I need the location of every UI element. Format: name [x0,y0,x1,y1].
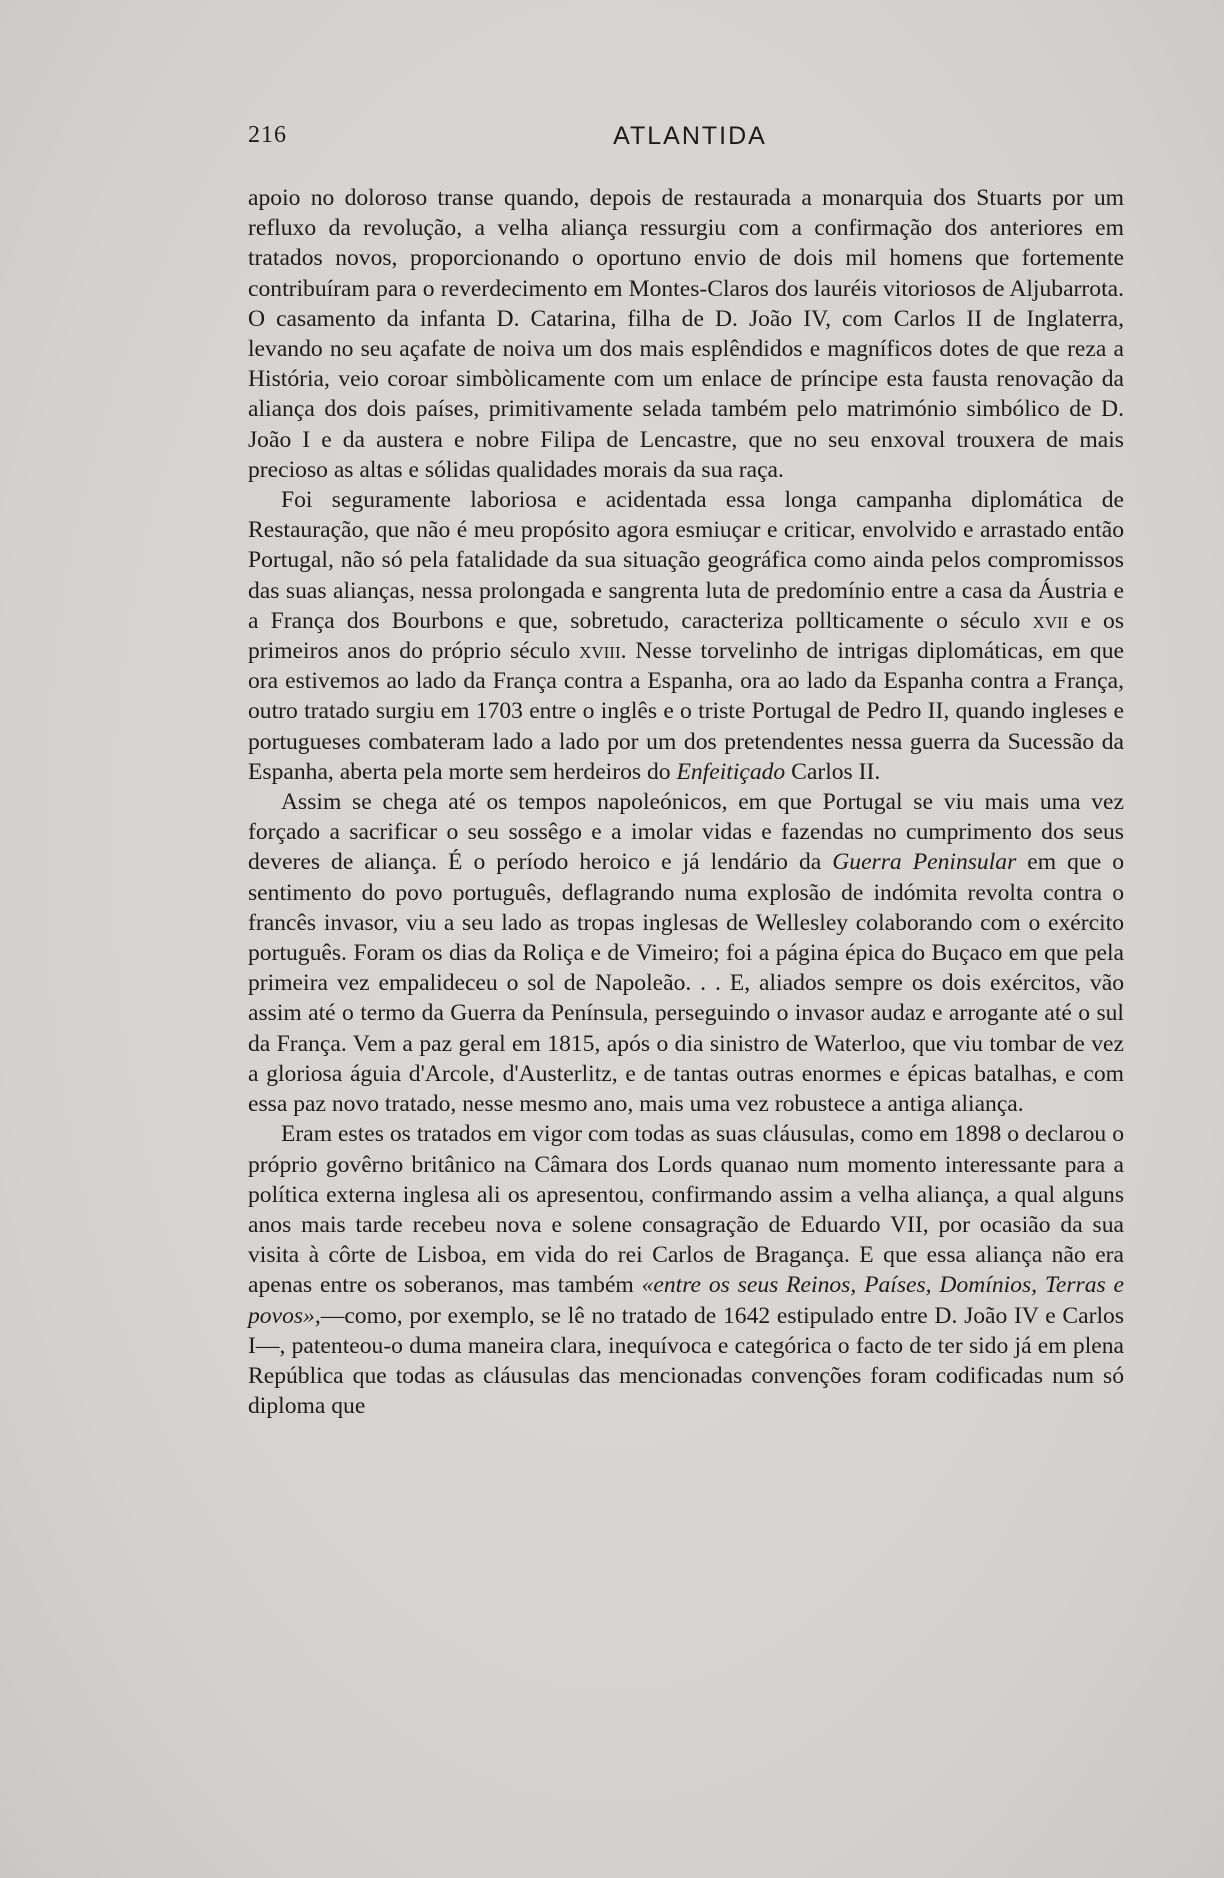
text-run: Assim se chega até os tempos napoleónicos, em que Portugal se viu mais uma vez forçado a sacrificar o seu sossêgo e a imolar vidas e fazendas no cumprimento dos seus deveres de aliança. É o período heroico e já lendário da [248,789,1124,876]
italic-phrase: «entre os seus Reinos, Países, Domínios, Terras e povos» [248,1272,1124,1329]
text-run: . Nesse torvelinho de intrigas diplomáticas, em que ora estivemos ao lado da França contra a Espanha, ora ao lado da Espanha contra a França, outro tratado surgiu em 1703 entre o inglês e o triste Portugal de Pedro II, quando ingleses e portugueses combateram lado a lado por um dos pretendentes nessa guerra da Sucessão da Espanha, aberta pela morte sem herdeiros do [248,638,1124,785]
text-run: ,—como, por exemplo, se lê no tratado de 1642 estipulado entre D. João IV e Carlos I—, patenteou-o duma maneira clara, inequívoca e categórica o facto de ter sido já em plena República que todas as cláusulas das mencionadas convenções foram codificadas num só diploma que [248,1302,1124,1420]
paragraph [248,1119,1124,1421]
italic-phrase: Enfeitiçado [676,758,786,785]
body-text [248,183,1124,1421]
roman-numeral: xviii [579,638,621,665]
paragraph [248,787,1124,1119]
text-run: Carlos II. [785,758,881,785]
text-run: apoio no doloroso transe quando, depois de restaurada a monarquia dos Stuarts por um refluxo da revolução, a velha aliança ressurgiu com a confirmação dos anteriores em tratados novos, proporcionando o oportuno envio de dois mil homens que fortemente contribuíram para o reverdecimento em Montes-Claros dos lauréis vitoriosos de Aljubarrota. O casamento da infanta D. Catarina, filha de D. João IV, com Carlos II de Inglaterra, levando no seu açafate de noiva um dos mais esplêndidos e magníficos dotes de que reza a História, veio coroar simbòlicamente com um enlace de príncipe esta fausta renovação da aliança dos dois países, primitivamente selada também pelo matrimónio simbólico de D. João I e da austera e nobre Filipa de Lencastre, que no seu enxoval trouxera de mais precioso as altas e sólidas qualidades morais da sua raça. [248,185,1124,483]
text-run: Foi seguramente laboriosa e acidentada essa longa campanha diplomática de Restauração, que não é meu propósito agora esmiuçar e criticar, envolvido e arrastado então Portugal, não só pela fatalidade da sua situação geográfica como ainda pelos compromissos das suas alianças, nessa prolongada e sangrenta luta de predomínio entre a casa da Áustria e a França dos Bourbons e que, sobretudo, caracteriza pollticamente o século [248,487,1124,634]
page-number: 216 [248,122,287,148]
italic-phrase: Guerra Peninsular [832,849,1017,876]
page-header [248,122,1132,156]
text-run: em que o sentimento do povo português, deflagrando numa explosão de indómita revolta contra o francês invasor, viu a seu lado as tropas inglesas de Wellesley colaborando com o exército português. Foram os dias da Roliça e de Vimeiro; foi a página épica do Buçaco em que pela primeira vez empalideceu o sol de Napoleão. . . E, aliados sempre os dois exércitos, vão assim até o termo da Guerra da Península, perseguindo o invasor audaz e arrogante até o sul da França. Vem a paz geral em 1815, após o dia sinistro de Waterloo, que viu tombar de vez a gloriosa águia d'Arcole, d'Austerlitz, e de tantas outras enormes e épicas batalhas, e com essa paz novo tratado, nesse mesmo ano, mais uma vez robustece a antiga aliança. [248,849,1124,1118]
roman-numeral: xvii [1032,607,1069,634]
running-title: ATLANTIDA [613,122,767,150]
text-run: e os primeiros anos do próprio século [248,607,1125,665]
paragraph [248,485,1124,787]
text-run: Eram estes os tratados em vigor com todas as suas cláusulas, como em 1898 o declarou o próprio govêrno britânico na Câmara dos Lords quanao num momento interessante para a política externa inglesa ali os apresentou, confirmando assim a velha aliança, a qual alguns anos mais tarde recebeu nova e solene consagração de Eduardo VII, por ocasião da sua visita à côrte de Lisboa, em vida do rei Carlos de Bragança. E que essa aliança não era apenas entre os soberanos, mas também [248,1121,1124,1299]
paragraph [248,183,1124,485]
